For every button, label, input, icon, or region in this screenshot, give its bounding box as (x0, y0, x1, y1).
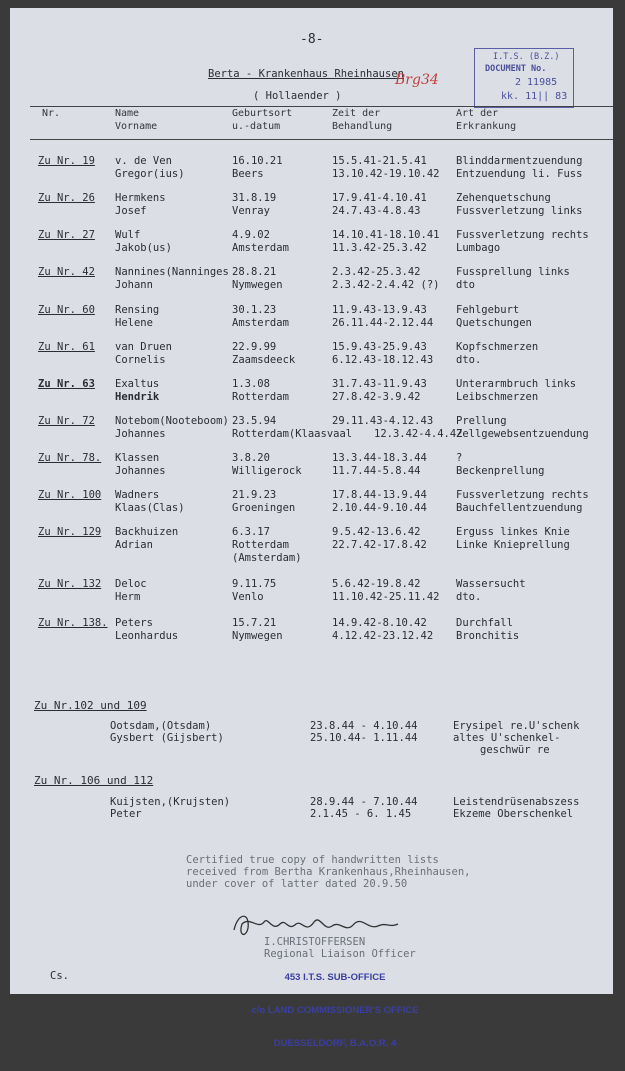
row-ref: Zu Nr. 27 (38, 229, 95, 241)
document-title: Berta - Krankenhaus Rheinhausen (208, 68, 404, 80)
row-period-2: 24.7.43-4.8.43 (332, 205, 421, 217)
extra-illness-1a: Erysipel re.U'schenk (453, 720, 580, 732)
extra-period-2a: 28.9.44 - 7.10.44 (310, 796, 418, 808)
column-header-illness: Erkrankung (456, 121, 517, 132)
row-surname: Peters (115, 617, 153, 629)
row-period-1: 14.10.41-18.10.41 (332, 229, 440, 241)
document-subtitle: ( Hollaender ) (253, 90, 342, 102)
row-firstname: Adrian (115, 539, 153, 551)
row-illness-2: Lumbago (456, 242, 501, 254)
page-number: -8- (300, 32, 324, 47)
row-birthdate: 6.3.17 (232, 526, 270, 538)
row-firstname: Gregor(ius) (115, 168, 185, 180)
row-illness-1: Wassersucht (456, 578, 526, 590)
row-birthplace: Zaamsdeeck (232, 354, 296, 366)
row-birthplace: Venlo (232, 591, 264, 603)
row-illness-2: Linke Knieprellung (456, 539, 570, 551)
row-illness-1: Unterarmbruch links (456, 378, 577, 390)
row-period-1: 14.9.42-8.10.42 (332, 617, 427, 629)
row-birthplace: Beers (232, 168, 264, 180)
row-birthdate: 31.8.19 (232, 192, 277, 204)
row-surname: Wulf (115, 229, 141, 241)
table-row (10, 526, 613, 570)
row-firstname: Klaas(Clas) (115, 502, 185, 514)
row-ref: Zu Nr. 132 (38, 578, 102, 590)
row-birthplace-alt: (Amsterdam) (232, 552, 302, 564)
row-birthdate: 15.7.21 (232, 617, 277, 629)
row-illness-1: Zehenquetschung (456, 192, 551, 204)
row-period-2: 27.8.42-3.9.42 (332, 391, 421, 403)
row-surname: Backhuizen (115, 526, 179, 538)
row-illness-2: Leibschmerzen (456, 391, 539, 403)
row-illness-1: Durchfall (456, 617, 513, 629)
row-period-1: 5.6.42-19.8.42 (332, 578, 421, 590)
row-period-1: 15.9.43-25.9.43 (332, 341, 427, 353)
row-illness-2: dto. (456, 591, 482, 603)
row-illness-2: dto (456, 279, 475, 291)
office-stamp (220, 950, 450, 1071)
row-birthdate: 16.10.21 (232, 155, 283, 167)
row-birthplace: Amsterdam (232, 242, 289, 254)
row-illness-2: Zellgewebsentzuendung (456, 428, 589, 440)
table-row (10, 489, 613, 523)
row-birthplace: Rotterdam (232, 391, 289, 403)
row-firstname: Hendrik (115, 391, 160, 403)
extra-firstname-2: Peter (110, 808, 142, 820)
table-row (10, 304, 613, 338)
column-header-birthdate: u.-datum (232, 121, 281, 132)
extra-illness-1b: altes U'schenkel- (453, 732, 561, 744)
extra-period-1a: 23.8.44 - 4.10.44 (310, 720, 418, 732)
row-illness-1: Blinddarmentzuendung (456, 155, 583, 167)
row-ref: Zu Nr. 100 (38, 489, 102, 501)
stamp-line-4: kk. 11|| 83 (501, 91, 568, 102)
row-firstname: Herm (115, 591, 141, 603)
its-document-stamp (474, 48, 574, 108)
row-surname: Nannines(Nanninges (115, 266, 229, 278)
extra-ref-2: Zu Nr. 106 und 112 (34, 774, 154, 787)
row-illness-2: Quetschungen (456, 317, 532, 329)
column-header-firstname: Vorname (115, 121, 158, 132)
table-row (10, 341, 613, 375)
row-birthplace: Rotterdam (232, 539, 289, 551)
extra-period-1b: 25.10.44- 1.11.44 (310, 732, 418, 744)
office-stamp-line-2: c/o LAND COMMISSIONER'S OFFICE (251, 1005, 419, 1016)
row-illness-1: Fussverletzung rechts (456, 489, 589, 501)
row-birthdate: 3.8.20 (232, 452, 270, 464)
row-period-1: 2.3.42-25.3.42 (332, 266, 421, 278)
row-period-1: 17.9.41-4.10.41 (332, 192, 427, 204)
row-illness-1: Fussprellung links (456, 266, 570, 278)
row-illness-2: Fussverletzung links (456, 205, 583, 217)
row-period-2: 13.10.42-19.10.42 (332, 168, 440, 180)
certification-line-1: Certified true copy of handwritten lists (186, 854, 439, 866)
certification-line-3: under cover of latter dated 20.9.50 (186, 878, 408, 890)
row-ref: Zu Nr. 60 (38, 304, 95, 316)
document-page (10, 8, 613, 1049)
row-firstname: Cornelis (115, 354, 166, 366)
row-illness-1: ? (456, 452, 463, 464)
row-illness-1: Kopfschmerzen (456, 341, 539, 353)
row-period-1: 13.3.44-18.3.44 (332, 452, 427, 464)
row-period-2: 11.3.42-25.3.42 (332, 242, 427, 254)
row-period-2: 6.12.43-18.12.43 (332, 354, 434, 366)
extra-illness-1c: geschwür re (480, 744, 550, 756)
table-row (10, 452, 613, 486)
certification-line-2: received from Bertha Krankenhaus,Rheinhausen, (186, 866, 471, 878)
stamp-line-1: I.T.S. (B.Z.) (493, 52, 560, 62)
row-firstname: Josef (115, 205, 147, 217)
row-firstname: Johannes (115, 428, 166, 440)
row-illness-2: Entzuendung li. Fuss (456, 168, 583, 180)
row-birthdate: 1.3.08 (232, 378, 270, 390)
row-firstname: Johann (115, 279, 153, 291)
table-row (10, 229, 613, 263)
stamp-line-3: 2 11985 (515, 77, 558, 88)
row-surname: Wadners (115, 489, 160, 501)
row-illness-1: Erguss linkes Knie (456, 526, 570, 538)
row-period-1: 11.9.43-13.9.43 (332, 304, 427, 316)
row-birthdate: 22.9.99 (232, 341, 277, 353)
row-period-1: 17.8.44-13.9.44 (332, 489, 427, 501)
row-birthdate: 21.9.23 (232, 489, 277, 501)
extra-ref-1: Zu Nr.102 und 109 (34, 699, 147, 712)
table-row (10, 415, 613, 449)
column-header-time: Zeit der (332, 108, 381, 119)
row-period-2: 22.7.42-17.8.42 (332, 539, 427, 551)
extra-period-2b: 2.1.45 - 6. 1.45 (310, 808, 412, 820)
row-birthplace: Nymwegen (232, 279, 283, 291)
row-birthplace: Rotterdam(Klaasvaal (232, 428, 353, 440)
row-period-2: 26.11.44-2.12.44 (332, 317, 434, 329)
row-firstname: Jakob(us) (115, 242, 172, 254)
row-period-2: 2.3.42-2.4.42 (?) (332, 279, 440, 291)
row-illness-2: dto. (456, 354, 482, 366)
column-header-birthplace: Geburtsort (232, 108, 293, 119)
row-surname: v. de Ven (115, 155, 172, 167)
footer-initials: Cs. (50, 970, 69, 982)
row-period-1: 9.5.42-13.6.42 (332, 526, 421, 538)
row-ref: Zu Nr. 19 (38, 155, 95, 167)
row-illness-1: Prellung (456, 415, 507, 427)
table-row (10, 617, 613, 651)
signatory-title: Regional Liaison Officer (264, 948, 416, 960)
row-period-2: 11.10.42-25.11.42 (332, 591, 440, 603)
extra-firstname-1: Gysbert (Gijsbert) (110, 732, 224, 744)
extra-surname-2: Kuijsten,(Krujsten) (110, 796, 231, 808)
row-ref: Zu Nr. 129 (38, 526, 102, 538)
row-ref: Zu Nr. 61 (38, 341, 95, 353)
column-header-nr: Nr. (42, 108, 61, 119)
column-header-type: Art der (456, 108, 499, 119)
row-firstname: Johannes (115, 465, 166, 477)
row-birthdate: 9.11.75 (232, 578, 277, 590)
row-surname: Klassen (115, 452, 160, 464)
row-birthplace: Willigerock (232, 465, 302, 477)
row-period-1: 31.7.43-11.9.43 (332, 378, 427, 390)
row-surname: van Druen (115, 341, 172, 353)
table-row (10, 192, 613, 226)
row-surname: Rensing (115, 304, 160, 316)
row-illness-2: Bauchfellentzuendung (456, 502, 583, 514)
table-row (10, 155, 613, 189)
row-birthplace: Amsterdam (232, 317, 289, 329)
extra-illness-2b: Ekzeme Oberschenkel (453, 808, 574, 820)
row-surname: Exaltus (115, 378, 160, 390)
table-row (10, 266, 613, 300)
row-illness-1: Fussverletzung rechts (456, 229, 589, 241)
row-birthdate: 30.1.23 (232, 304, 277, 316)
row-birthdate: 4.9.02 (232, 229, 270, 241)
column-header-name: Name (115, 108, 140, 119)
row-period-1: 29.11.43-4.12.43 (332, 415, 434, 427)
row-illness-2: Beckenprellung (456, 465, 545, 477)
row-firstname: Helene (115, 317, 153, 329)
column-header-treatment: Behandlung (332, 121, 393, 132)
row-illness-1: Fehlgeburt (456, 304, 520, 316)
row-surname: Notebom(Nooteboom) (115, 415, 229, 427)
row-ref: Zu Nr. 42 (38, 266, 95, 278)
row-firstname: Leonhardus (115, 630, 179, 642)
signatory-name: I.CHRISTOFFERSEN (264, 936, 366, 948)
row-ref: Zu Nr. 63 (38, 378, 95, 390)
office-stamp-line-1: 453 I.T.S. SUB-OFFICE (284, 972, 386, 983)
row-birthdate: 28.8.21 (232, 266, 277, 278)
row-surname: Hermkens (115, 192, 166, 204)
row-ref: Zu Nr. 78. (38, 452, 102, 464)
row-period-2: 11.7.44-5.8.44 (332, 465, 421, 477)
row-ref: Zu Nr. 138. (38, 617, 108, 629)
row-birthplace: Groeningen (232, 502, 296, 514)
row-period-1: 15.5.41-21.5.41 (332, 155, 427, 167)
row-birthplace: Nymwegen (232, 630, 283, 642)
table-row (10, 578, 613, 612)
extra-illness-2a: Leistendrüsenabszess (453, 796, 580, 808)
row-ref: Zu Nr. 72 (38, 415, 95, 427)
header-rule-top (30, 106, 613, 107)
row-ref: Zu Nr. 26 (38, 192, 95, 204)
stamp-line-2: DOCUMENT No. (485, 64, 547, 74)
row-period-2: 2.10.44-9.10.44 (332, 502, 427, 514)
row-birthdate: 23.5.94 (232, 415, 277, 427)
row-period-2: 4.12.42-23.12.42 (332, 630, 434, 642)
office-stamp-line-3: DUESSELDORF, B.A.O.R. 4 (273, 1038, 397, 1049)
row-illness-2: Bronchitis (456, 630, 520, 642)
row-birthplace: Venray (232, 205, 270, 217)
row-surname: Deloc (115, 578, 147, 590)
handwritten-reference: Brg34 (395, 72, 439, 88)
row-period-2: 12.3.42-4.4.42 (374, 428, 463, 440)
extra-surname-1: Ootsdam,(Otsdam) (110, 720, 212, 732)
header-rule-bottom (30, 139, 613, 140)
table-row (10, 378, 613, 412)
